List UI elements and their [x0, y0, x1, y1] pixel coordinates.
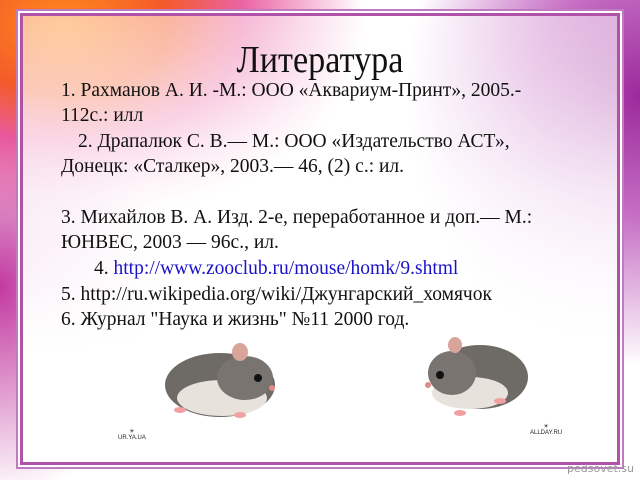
reference-line: ЮНВЕС, 2003 — 96с., ил.: [61, 232, 279, 253]
reference-line: 112с.: илл: [61, 105, 144, 126]
watermark-logo-right: ☀ ALLDAY.RU: [530, 424, 563, 436]
zooclub-link[interactable]: http://www.zooclub.ru/mouse/homk/9.shtml: [113, 258, 459, 279]
site-credit: pedsovet.su: [567, 462, 634, 475]
reference-line: 2. Драпалюк С. В.— М.: ООО «Издательство АСТ»,: [78, 131, 510, 152]
reference-line: Донецк: «Сталкер», 2003.— 46, (2) с.: ил.: [61, 156, 405, 177]
hamster-image-left: [150, 330, 280, 425]
reference-item-4: [94, 258, 458, 280]
hamster-image-right: [420, 325, 530, 420]
watermark-logo-left: ☀ UR.YA.UA: [118, 429, 146, 441]
item-number: 4.: [94, 258, 109, 279]
reference-line: 1. Рахманов А. И. -М.: ООО «Аквариум-Принт», 2005.-: [61, 80, 522, 101]
slide-title: Литература: [236, 39, 404, 81]
reference-line: 5. http://ru.wikipedia.org/wiki/Джунгарский_хомячок: [61, 284, 492, 305]
reference-line: 3. Михайлов В. А. Изд. 2-е, переработанное и доп.— М.:: [61, 207, 533, 228]
reference-line: 6. Журнал "Наука и жизнь" №11 2000 год.: [61, 309, 410, 330]
